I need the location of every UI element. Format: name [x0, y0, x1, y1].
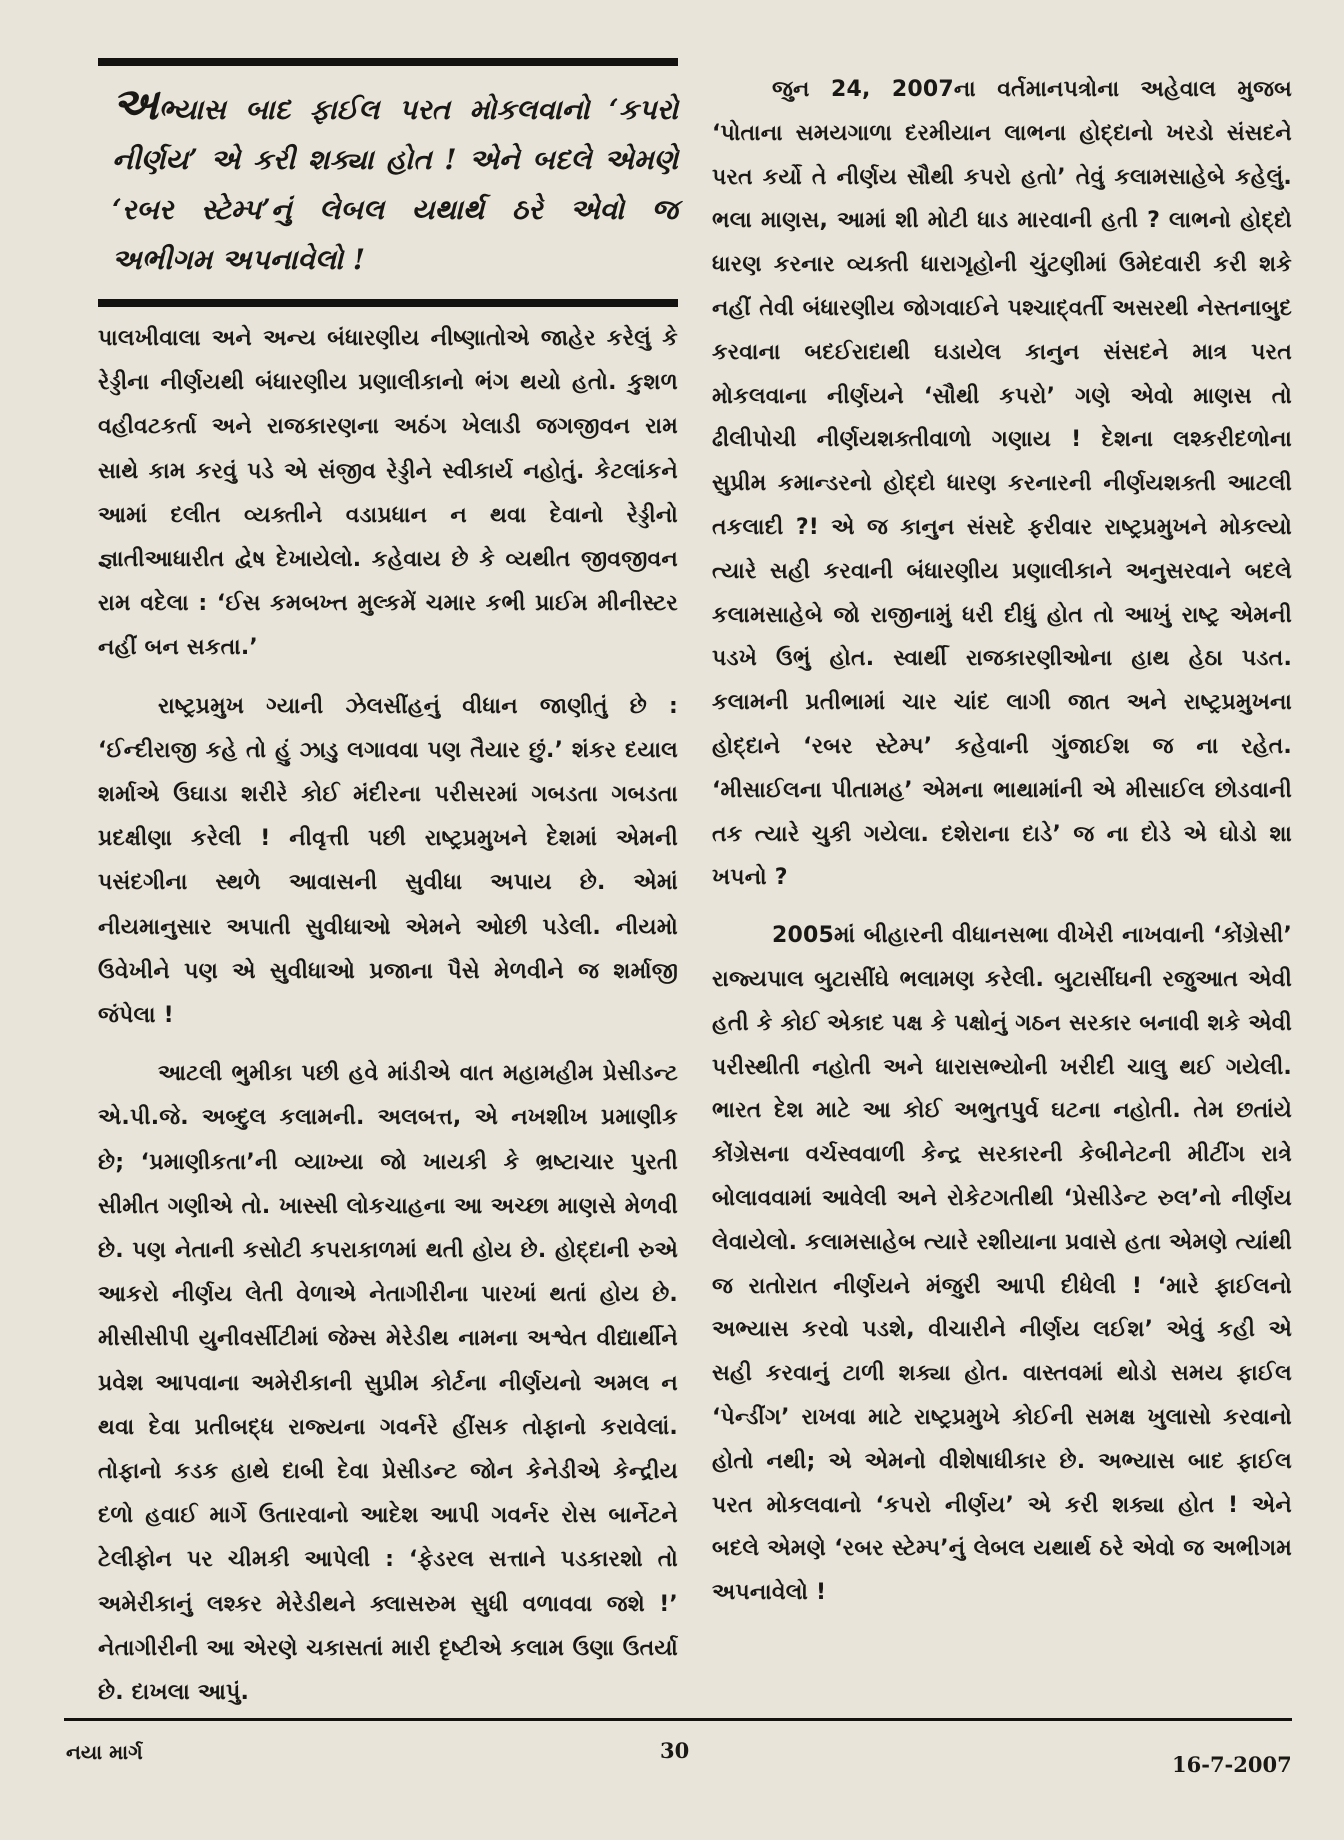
- body-paragraph: પાલખીવાલા અને અન્ય બંધારણીય નીષ્ણાતોએ જાહેર કરેલું કે રેડ્ડીના નીર્ણયથી બંધારણીય પ્રણાલીકાનો ભંગ થયો હતો. કુશળ વહીવટકર્તા અને રાજકારણના અઠંગ ખેલાડી જગજીવન રામ સાથે કામ કરવું પડે એ સંજીવ રેડ્ડીને સ્વીકાર્ય નહોતું. કેટલાંકને આમાં દલીત વ્યક્તીને વડાપ્રધાન ન થવા દેવાનો રેડ્ડીનો જ્ઞાતીઆધારીત દ્વેષ દેખાયેલો. કહેવાય છે કે વ્યથીત જીવજીવન રામ વદેલા : ‘ઈસ કમબખ્ત મુલ્કમેં ચમાર કભી પ્રાઈમ મીનીસ્ટર નહીં બન સકતા.’: [98, 326, 678, 661]
- left-column: [98, 58, 678, 1729]
- pull-quote-top-rule: [98, 58, 678, 66]
- body-paragraph: 2005માં બીહારની વીધાનસભા વીખેરી નાખવાની ‘કોંગ્રેસી’ રાજ્યપાલ બુટાસીંઘે ભલામણ કરેલી. બુટાસીંઘની રજુઆત એવી હતી કે કોઈ એકાદ પક્ષ કે પક્ષોનું ગઠન સરકાર બનાવી શકે એવી પરીસ્થીતી નહોતી અને ધારાસભ્યોની ખરીદી ચાલુ થઈ ગયેલી. ભારત દેશ માટે આ કોઈ અભુતપુર્વ ઘટના નહોતી. તેમ છતાંયે કોંગ્રેસના વર્ચસ્વવાળી કેન્દ્ર સરકારની કેબીનેટની મીટીંગ રાત્રે બોલાવવામાં આવેલી અને રોકેટગતીથી ‘પ્રેસીડેન્ટ રુલ’નો નીર્ણય લેવાયેલો. કલામસાહેબ ત્યારે રશીયાના પ્રવાસે હતા એમણે ત્યાંથી જ રાતોરાત નીર્ણયને મંજુરી આપી દીધેલી ! ‘મારે ફાઈલનો અભ્યાસ કરવો પડશે, વીચારીને નીર્ણય લઈશ’ એવું કહી એ સહી કરવાનું ટાળી શક્યા હોત. વાસ્તવમાં થોડો સમય ફાઈલ ‘પેન્ડીંગ’ રાખવા માટે રાષ્ટ્રપ્રમુખે કોઈની સમક્ષ ખુલાસો કરવાનો હોતો નથી; એ એમનો વીશેષાધીકાર છે. અભ્યાસ બાદ ફાઈલ પરત મોકલવાનો ‘કપરો નીર્ણય’ એ કરી શક્યા હોત ! એને બદલે એમણે ‘રબર સ્ટેમ્પ’નું લેબલ યથાર્થ ઠરે એવો જ અભીગમ અપનાવેલો !: [712, 923, 1293, 1606]
- body-paragraph: જુન 24, 2007ના વર્તમાનપત્રોના અહેવાલ મુજબ ‘પોતાના સમયગાળા દરમીયાન લાભના હોદ્દાનો ખરડો સંસદને પરત કર્યો તે નીર્ણય સૌથી કપરો હતો’ તેવું કલામસાહેબે કહેલું. ભલા માણસ, આમાં શી મોટી ધાડ મારવાની હતી ? લાભનો હોદ્દો ધારણ કરનાર વ્યક્તી ધારાગૃહોની ચુંટણીમાં ઉમેદવારી કરી શકે નહીં તેવી બંધારણીય જોગવાઈને પશ્ચાદ્‌વર્તી અસરથી નેસ્તનાબુદ કરવાના બદઈરાદાથી ઘડાયેલ કાનુન સંસદને માત્ર પરત મોકલવાના નીર્ણયને ‘સૌથી કપરો’ ગણે એવો માણસ તો ઢીલીપોચી નીર્ણયશક્તીવાળો ગણાય ! દેશના લશ્કરીદળોના સુપ્રીમ કમાન્ડરનો હોદ્દો ધારણ કરનારની નીર્ણયશક્તી આટલી તકલાદી ?! એ જ કાનુન સંસદે ફરીવાર રાષ્ટ્રપ્રમુખને મોકલ્યો ત્યારે સહી કરવાની બંધારણીય પ્રણાલીકાને અનુસરવાને બદલે કલામસાહેબે જો રાજીનામું ધરી દીધું હોત તો આખું રાષ્ટ્ર એમની પડખે ઉભું હોત. સ્વાર્થી રાજકારણીઓના હાથ હેઠા પડત. કલામની પ્રતીભામાં ચાર ચાંદ લાગી જાત અને રાષ્ટ્રપ્રમુખના હોદ્દાને ‘રબર સ્ટેમ્પ’ કહેવાની ગુંજાઈશ જ ના રહેત. ‘મીસાઈલના પીતામહ’ એમના ભાથામાંની એ મીસાઈલ છોડવાની તક ત્યારે ચુકી ગયેલા. દશેરાના દાડે’ જ ના દોડે એ ઘોડો શા ખપનો ?: [712, 77, 1292, 891]
- issue-date: 16-7-2007: [1172, 1752, 1292, 1777]
- page-number: 30: [660, 1738, 690, 1763]
- publication-name: નયા માર્ગ: [66, 1740, 143, 1764]
- pull-quote: [98, 80, 678, 285]
- right-column: [712, 68, 1292, 1629]
- pull-quote-bottom-rule: [98, 299, 678, 307]
- pull-quote-text: ભ્યાસ બાદ ફાઈલ પરત મોકલવાનો ‘કપરો નીર્ણય’ એ કરી શક્યા હોત ! એને બદલે એમણે ‘રબર સ્ટેમ્પ’નું લેબલ યથાર્થ ઠરે એવો જ અભીગમ અપનાવેલો !: [112, 93, 678, 276]
- body-paragraph: આટલી ભુમીકા પછી હવે માંડીએ વાત મહામહીમ પ્રેસીડન્ટ એ.પી.જે. અબ્દુલ કલામની. અલબત્ત, એ નખશીખ પ્રમાણીક છે; ‘પ્રમાણીકતા’ની વ્યાખ્યા જો ખાયકી કે ભ્રષ્ટાચાર પુરતી સીમીત ગણીએ તો. ખાસ્સી લોકચાહના આ અચ્છા માણસે મેળવી છે. પણ નેતાની કસોટી કપરાકાળમાં થતી હોય છે. હોદ્દાની રુએ આકરો નીર્ણય લેતી વેળાએ નેતાગીરીના પારખાં થતાં હોય છે. મીસીસીપી યુનીવર્સીટીમાં જેમ્સ મેરેડીથ નામના અશ્વેત વીદ્યાર્થીને પ્રવેશ આપવાના અમેરીકાની સુપ્રીમ કોર્ટના નીર્ણયનો અમલ ન થવા દેવા પ્રતીબદ્ધ રાજ્યના ગવર્નરે હીંસક તોફાનો કરાવેલાં. તોફાનો કડક હાથે દાબી દેવા પ્રેસીડન્ટ જોન કેનેડીએ કેન્દ્રીય દળો હવાઈ માર્ગે ઉતારવાનો આદેશ આપી ગવર્નર રોસ બાર્નેટને ટેલીફોન પર ચીમકી આપેલી : ‘ફેડરલ સત્તાને પડકારશો તો અમેરીકાનું લશ્કર મેરેડીથને ક્લાસરુમ સુધી વળાવવા જશે !’ નેતાગીરીની આ એરણે ચકાસતાં મારી દૃષ્ટીએ કલામ ઉણા ઉતર્યા છે. દાખલા આપું.: [98, 1061, 678, 1706]
- footer-rule: [64, 1718, 1292, 1721]
- pull-quote-initial: અ: [112, 79, 159, 130]
- body-paragraph: રાષ્ટ્રપ્રમુખ ગ્યાની ઝેલસીંહનું વીધાન જાણીતું છે : ‘ઈન્દીરાજી કહે તો હું ઝાડુ લગાવવા પણ તૈયાર છું.’ શંકર દયાલ શર્માએ ઉઘાડા શરીરે કોઈ મંદીરના પરીસરમાં ગબડતા ગબડતા પ્રદક્ષીણા કરેલી ! નીવૃત્તી પછી રાષ્ટ્રપ્રમુખને દેશમાં એમની પસંદગીના સ્થળે આવાસની સુવીધા અપાય છે. એમાં નીયમાનુસાર અપાતી સુવીધાઓ એમને ઓછી પડેલી. નીયમો ઉવેખીને પણ એ સુવીધાઓ પ્રજાના પૈસે મેળવીને જ શર્માજી જંપેલા !: [98, 693, 678, 1029]
